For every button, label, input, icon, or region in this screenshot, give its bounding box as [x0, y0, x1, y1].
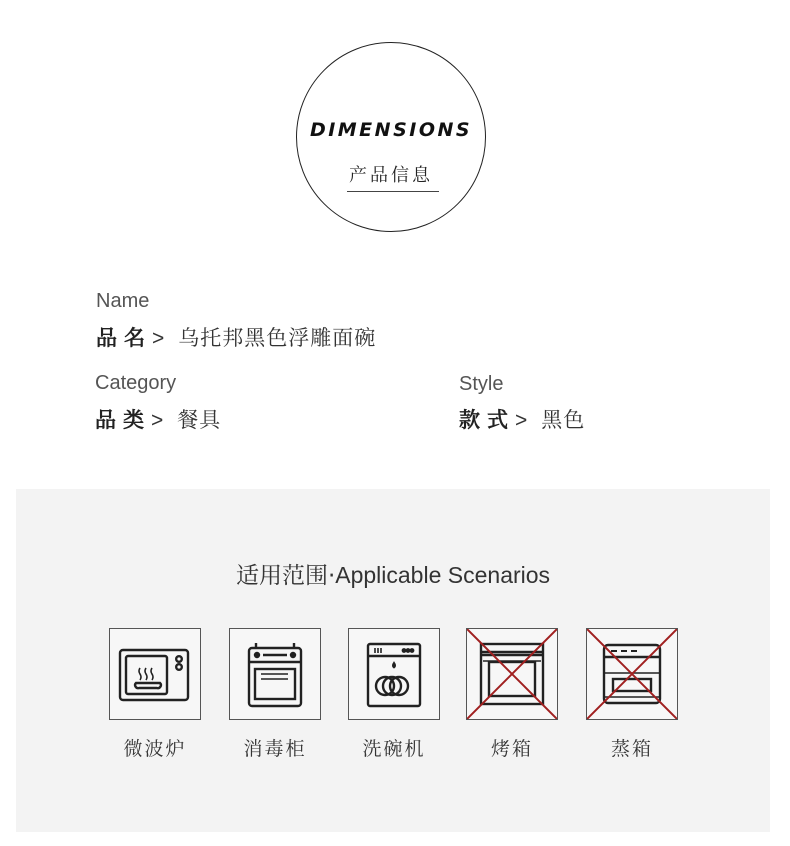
category-label: Category [95, 372, 177, 394]
microwave-icon [110, 629, 200, 719]
scenario-label-dishwasher: 洗碗机 [362, 738, 426, 760]
style-label: Style [459, 373, 504, 395]
scenarios-title-cn: 适用范围 [235, 563, 328, 589]
scenario-label-oven: 烤箱 [490, 738, 533, 760]
style-key: 款式 [459, 408, 515, 432]
dishwasher-icon [349, 629, 439, 719]
style-value: 黑色 [541, 408, 586, 432]
scenario-tile-dishwasher [348, 628, 440, 720]
steam-oven-icon [587, 629, 677, 719]
scenario-tile-microwave [109, 628, 201, 720]
scenarios-title-separator: · [327, 563, 336, 589]
style-row [459, 404, 585, 434]
scenarios-title [16, 557, 770, 590]
style-arrow: > [515, 409, 528, 432]
category-value: 餐具 [177, 408, 222, 432]
category-row [95, 404, 221, 434]
badge-subtitle: 产品信息 [349, 165, 433, 186]
name-arrow: > [152, 327, 165, 350]
scenario-tile-steam-oven [586, 628, 678, 720]
category-key: 品类 [95, 408, 151, 432]
scenarios-panel [16, 489, 770, 832]
scenario-tile-sterilizer [229, 628, 321, 720]
name-value: 乌托邦黑色浮雕面碗 [178, 326, 377, 350]
category-arrow: > [151, 409, 164, 432]
name-row [96, 322, 376, 352]
oven-icon [467, 629, 557, 719]
scenarios-title-en: Applicable Scenarios [335, 562, 551, 588]
scenario-label-sterilizer: 消毒柜 [243, 738, 307, 760]
name-key: 品名 [96, 326, 152, 350]
sterilizer-cabinet-icon [230, 629, 320, 719]
dimensions-badge [296, 42, 486, 232]
name-label: Name [96, 290, 150, 312]
badge-title: DIMENSIONS [309, 119, 473, 141]
scenario-tile-oven [466, 628, 558, 720]
scenario-label-steam-oven: 蒸箱 [610, 738, 653, 760]
badge-underline [347, 191, 439, 192]
scenario-label-microwave: 微波炉 [123, 738, 187, 760]
